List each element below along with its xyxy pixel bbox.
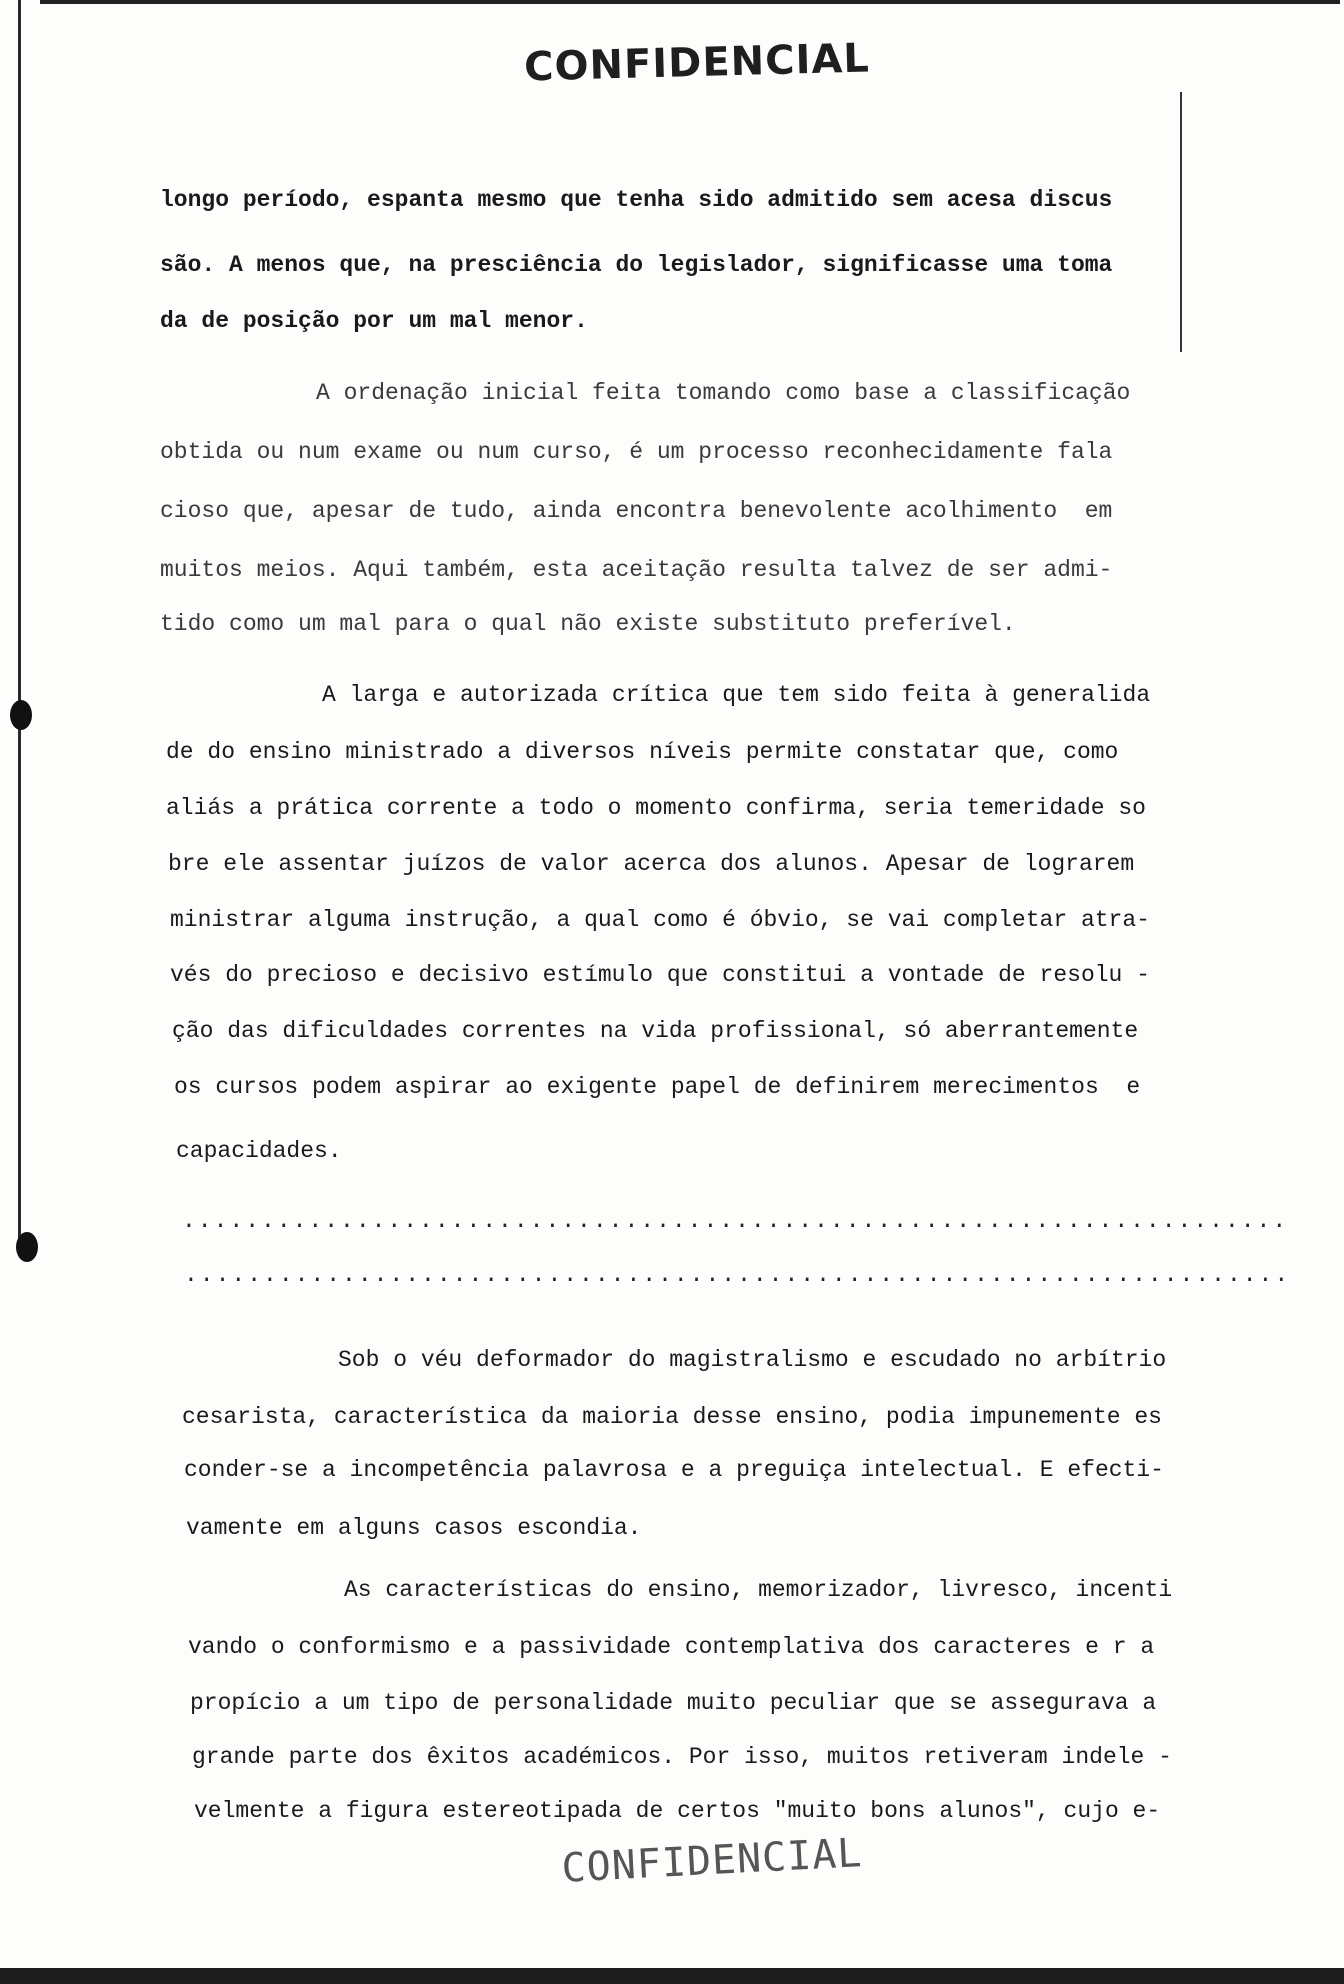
scan-left-edge [18, 0, 21, 1240]
paragraph-4-line-1: Sob o véu deformador do magistralismo e escudado no arbítrio [338, 1347, 1167, 1373]
punch-hole-upper [10, 700, 32, 730]
scan-top-edge [40, 0, 1340, 4]
paragraph-3-line-3: aliás a prática corrente a todo o momento confirma, seria temeridade so [166, 795, 1146, 821]
paragraph-3-line-9: capacidades. [176, 1138, 342, 1164]
omission-dots-2: ...................................................................... [184, 1262, 1291, 1288]
paragraph-5-line-4: grande parte dos êxitos académicos. Por isso, muitos retiveram indele - [192, 1744, 1172, 1770]
paragraph-5-line-3: propício a um tipo de personalidade muito peculiar que se assegurava a [190, 1690, 1157, 1716]
paragraph-4-line-4: vamente em alguns casos escondia. [186, 1515, 642, 1541]
margin-mark [1180, 92, 1182, 352]
paragraph-3-line-1: A larga e autorizada crítica que tem sido feita à generalida [322, 682, 1151, 708]
paragraph-3-line-5: ministrar alguma instrução, a qual como é óbvio, se vai completar atra- [170, 907, 1150, 933]
paragraph-3-line-4: bre ele assentar juízos de valor acerca dos alunos. Apesar de lograrem [168, 851, 1135, 877]
paragraph-2-line-2: obtida ou num exame ou num curso, é um processo reconhecidamente fala [160, 439, 1113, 465]
paragraph-3-line-7: ção das dificuldades correntes na vida profissional, só aberrantemente [172, 1018, 1139, 1044]
scan-bottom-edge [0, 1968, 1344, 1984]
paragraph-3-line-2: de do ensino ministrado a diversos níveis permite constatar que, como [166, 739, 1119, 765]
paragraph-1-line-3: da de posição por um mal menor. [160, 308, 588, 334]
confidential-stamp-bottom: CONFIDENCIAL [560, 1830, 864, 1892]
paragraph-2-line-1: A ordenação inicial feita tomando como base a classificação [316, 380, 1131, 406]
paragraph-5-line-2: vando o conformismo e a passividade contemplativa dos caracteres e r a [188, 1634, 1155, 1660]
punch-hole-lower [16, 1232, 38, 1262]
confidential-stamp-top: CONFIDENCIAL [523, 35, 871, 91]
paragraph-1-line-2: são. A menos que, na presciência do legislador, significasse uma toma [160, 252, 1113, 278]
paragraph-2-line-3: cioso que, apesar de tudo, ainda encontra benevolente acolhimento em [160, 498, 1113, 524]
paragraph-4-line-3: conder-se a incompetência palavrosa e a preguiça intelectual. E efecti- [184, 1457, 1164, 1483]
paragraph-1-line-1: longo período, espanta mesmo que tenha sido admitido sem acesa discus [160, 187, 1113, 213]
paragraph-2-line-4: muitos meios. Aqui também, esta aceitação resulta talvez de ser admi- [160, 557, 1113, 583]
omission-dots-1: ...................................................................... [182, 1208, 1289, 1234]
paragraph-2-line-5: tido como um mal para o qual não existe substituto preferível. [160, 611, 1016, 637]
paragraph-3-line-8: os cursos podem aspirar ao exigente papel de definirem merecimentos e [174, 1074, 1141, 1100]
paragraph-5-line-1: As características do ensino, memorizador, livresco, incenti [344, 1577, 1173, 1603]
paragraph-4-line-2: cesarista, característica da maioria desse ensino, podia impunemente es [182, 1404, 1162, 1430]
paragraph-3-line-6: vés do precioso e decisivo estímulo que constitui a vontade de resolu - [170, 962, 1150, 988]
paragraph-5-line-5: velmente a figura estereotipada de certos "muito bons alunos", cujo e- [194, 1798, 1161, 1824]
